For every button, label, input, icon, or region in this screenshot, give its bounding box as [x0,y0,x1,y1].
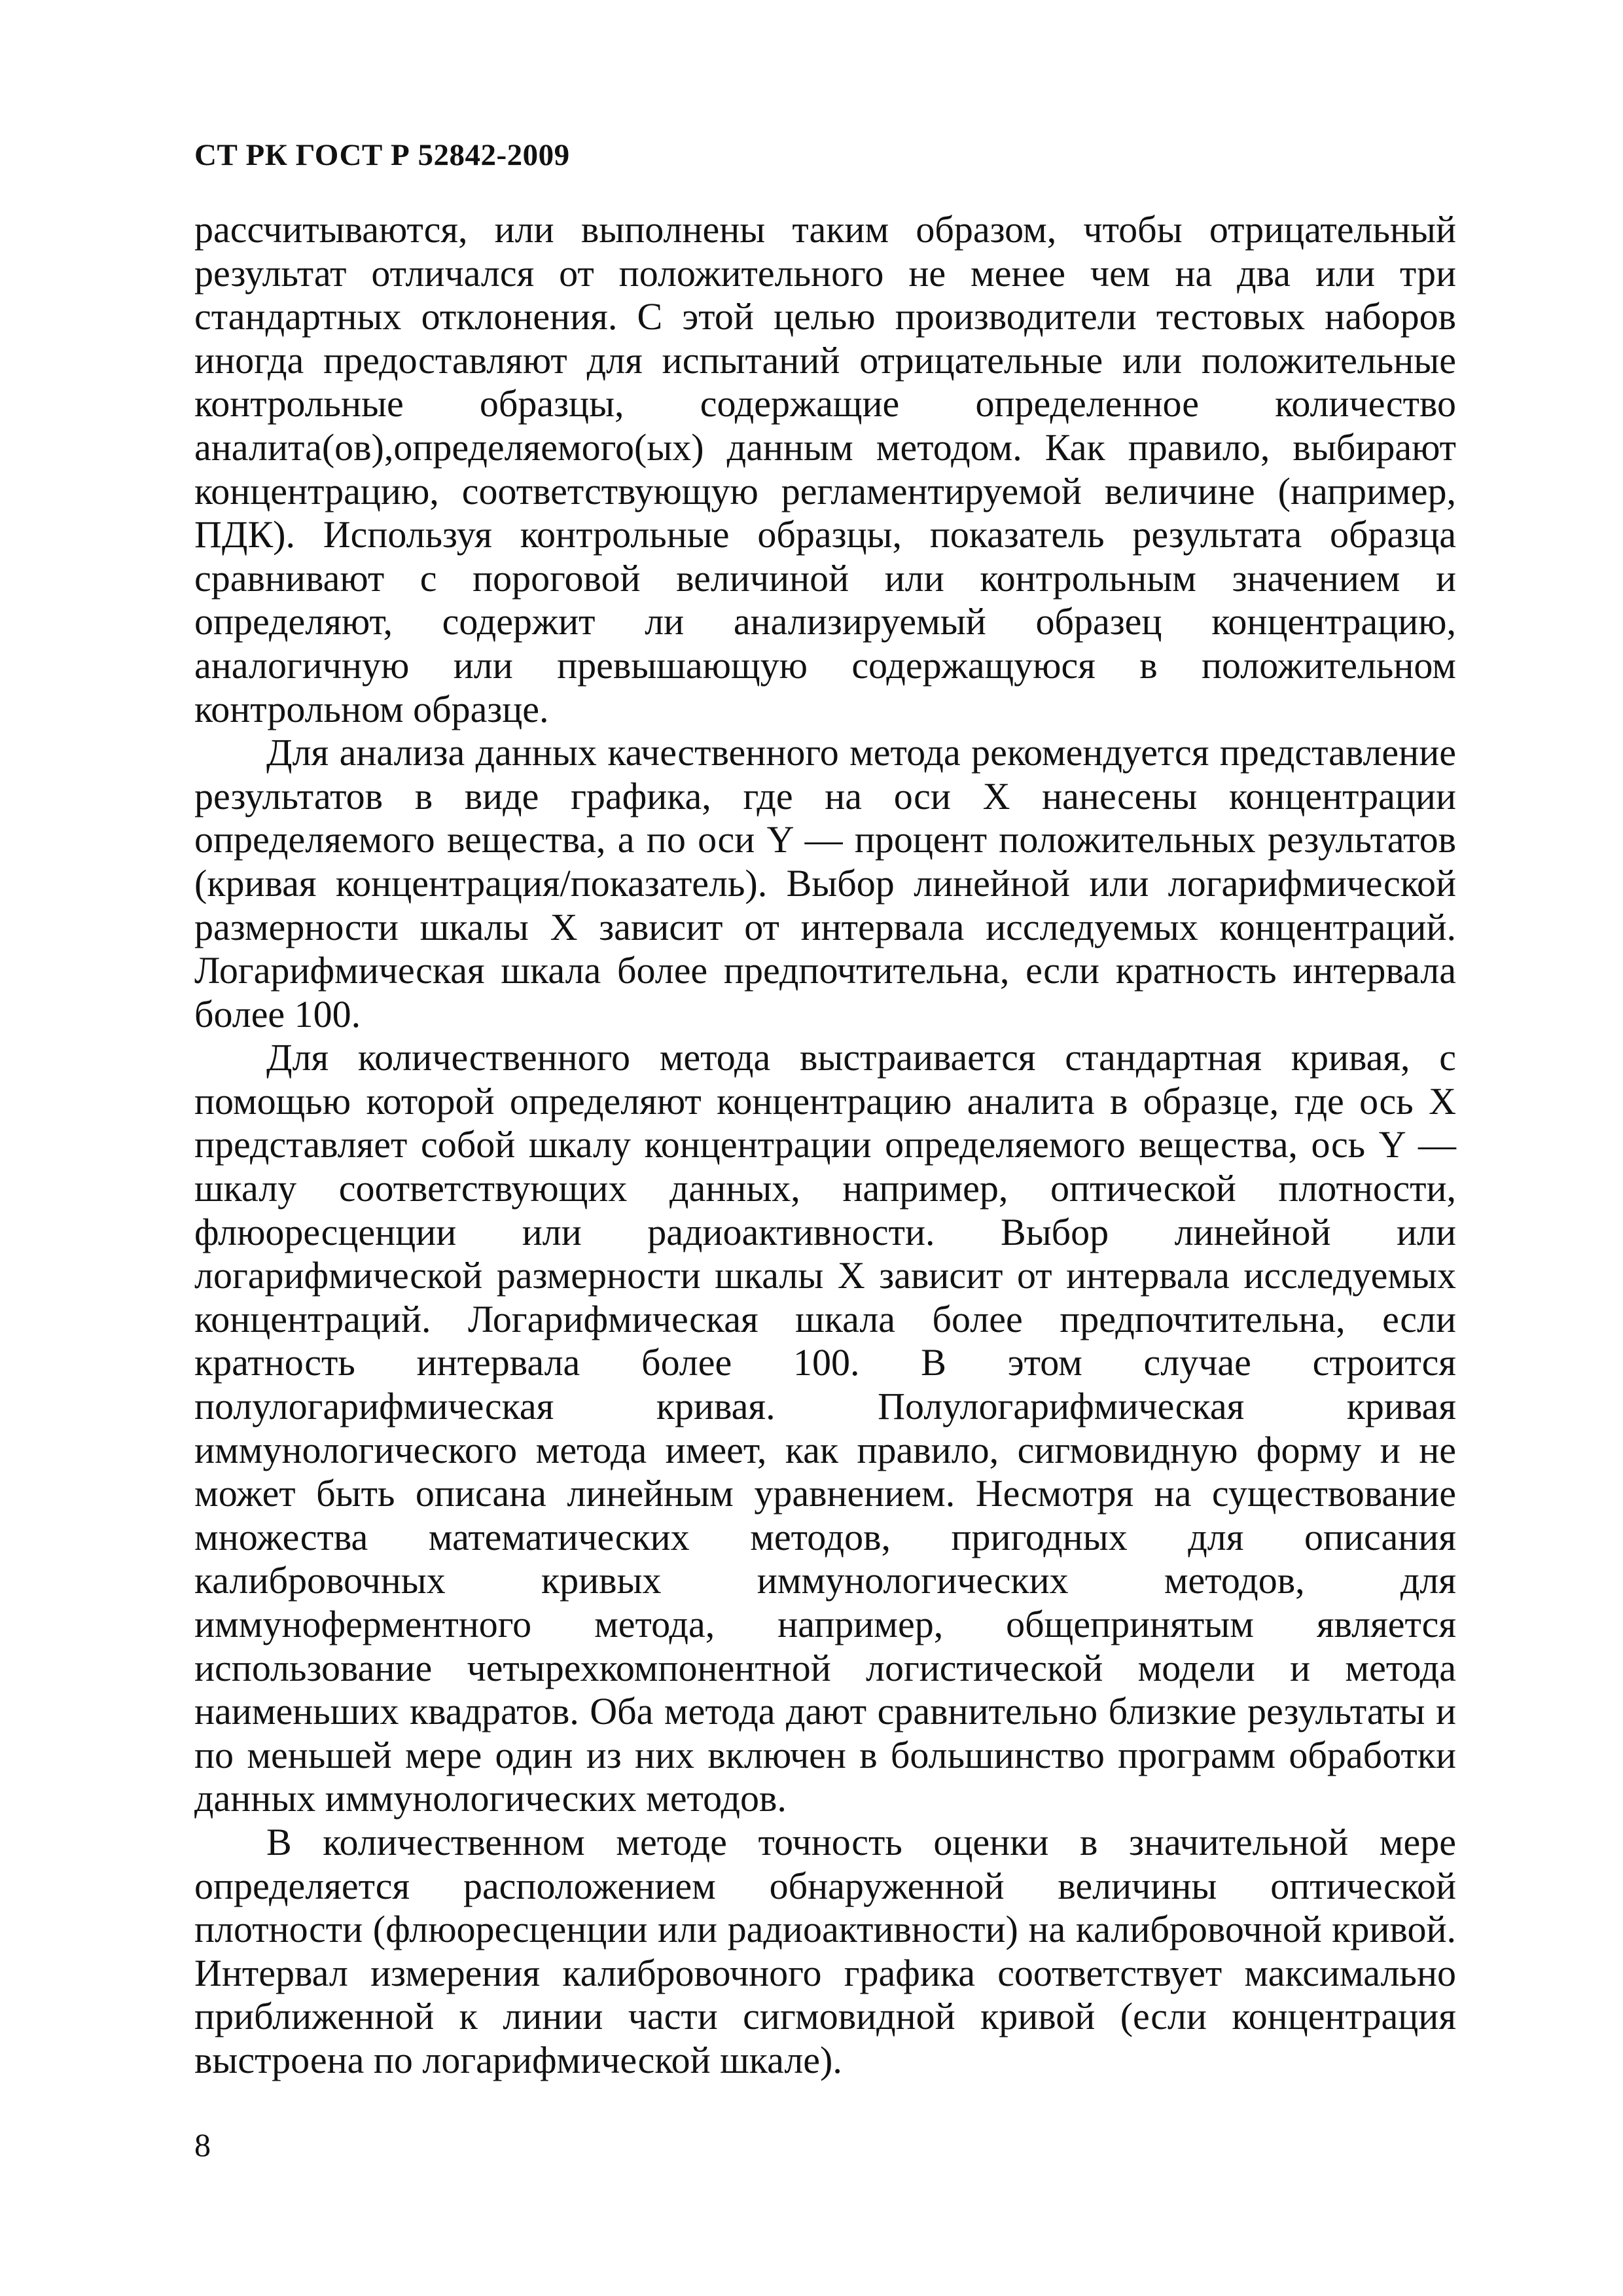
page-number: 8 [194,2126,211,2163]
document-body [194,208,1456,2083]
paragraph-quantitative-method: Для количественного метода выстраивается стандартная кривая, с помощью которой определяют концентрацию аналита в образце, где ось X представляет собой шкалу концентрации определяемого вещества, ось Y — шкалу соответствующих данных, например, оптической плотности, флюоресценции или радиоактивности. Выбор линейной или логарифмической размерности шкалы X зависит от интервала исследуемых концентраций. Логарифмическая шкала более предпочтительна, если кратность интервала более 100. В этом случае строится полулогарифмическая кривая. Полулогарифмическая кривая иммунологического метода имеет, как правило, сигмовидную форму и не может быть описана линейным уравнением. Несмотря на существование множества математических методов, пригодных для описания калибровочных кривых иммунологических методов, для иммуноферментного метода, например, общепринятым является использование четырехкомпонентной логистической модели и метода наименьших квадратов. Оба метода дают сравнительно близкие результаты и по меньшей мере один из них включен в большинство программ обработки данных иммунологических методов. [194,1036,1456,1820]
paragraph-continuation: рассчитываются, или выполнены таким образом, чтобы отрицательный результат отличался от положительного не менее чем на два или три стандартных отклонения. С этой целью производители тестовых наборов иногда предоставляют для испытаний отрицательные или положительные контрольные образцы, содержащие определенное количество аналита(ов),определяемого(ых) данным методом. Как правило, выбирают концентрацию, соответствующую регламентируемой величине (например, ПДК). Используя контрольные образцы, показатель результата образца сравнивают с пороговой величиной или контрольным значением и определяют, содержит ли анализируемый образец концентрацию, аналогичную или превышающую содержащуюся в положительном контрольном образце. [194,208,1456,730]
paragraph-qualitative-method: Для анализа данных качественного метода рекомендуется представление результатов в виде графика, где на оси X нанесены концентрации определяемого вещества, а по оси Y — процент положительных результатов (кривая концентрация/показатель). Выбор линейной или логарифмической размерности шкалы X зависит от интервала исследуемых концентраций. Логарифмическая шкала более предпочтительна, если кратность интервала более 100. [194,731,1456,1035]
paragraph-accuracy-estimation: В количественном методе точность оценки в значительной мере определяется расположением обнаруженной величины оптической плотности (флюоресценции или радиоактивности) на калибровочной кривой. Интервал измерения калибровочного графика соответствует максимально приближенной к линии части сигмовидной кривой (если концентрация выстроена по логарифмической шкале). [194,1820,1456,2081]
page-header-standard-code: СТ РК ГОСТ Р 52842-2009 [194,138,570,172]
